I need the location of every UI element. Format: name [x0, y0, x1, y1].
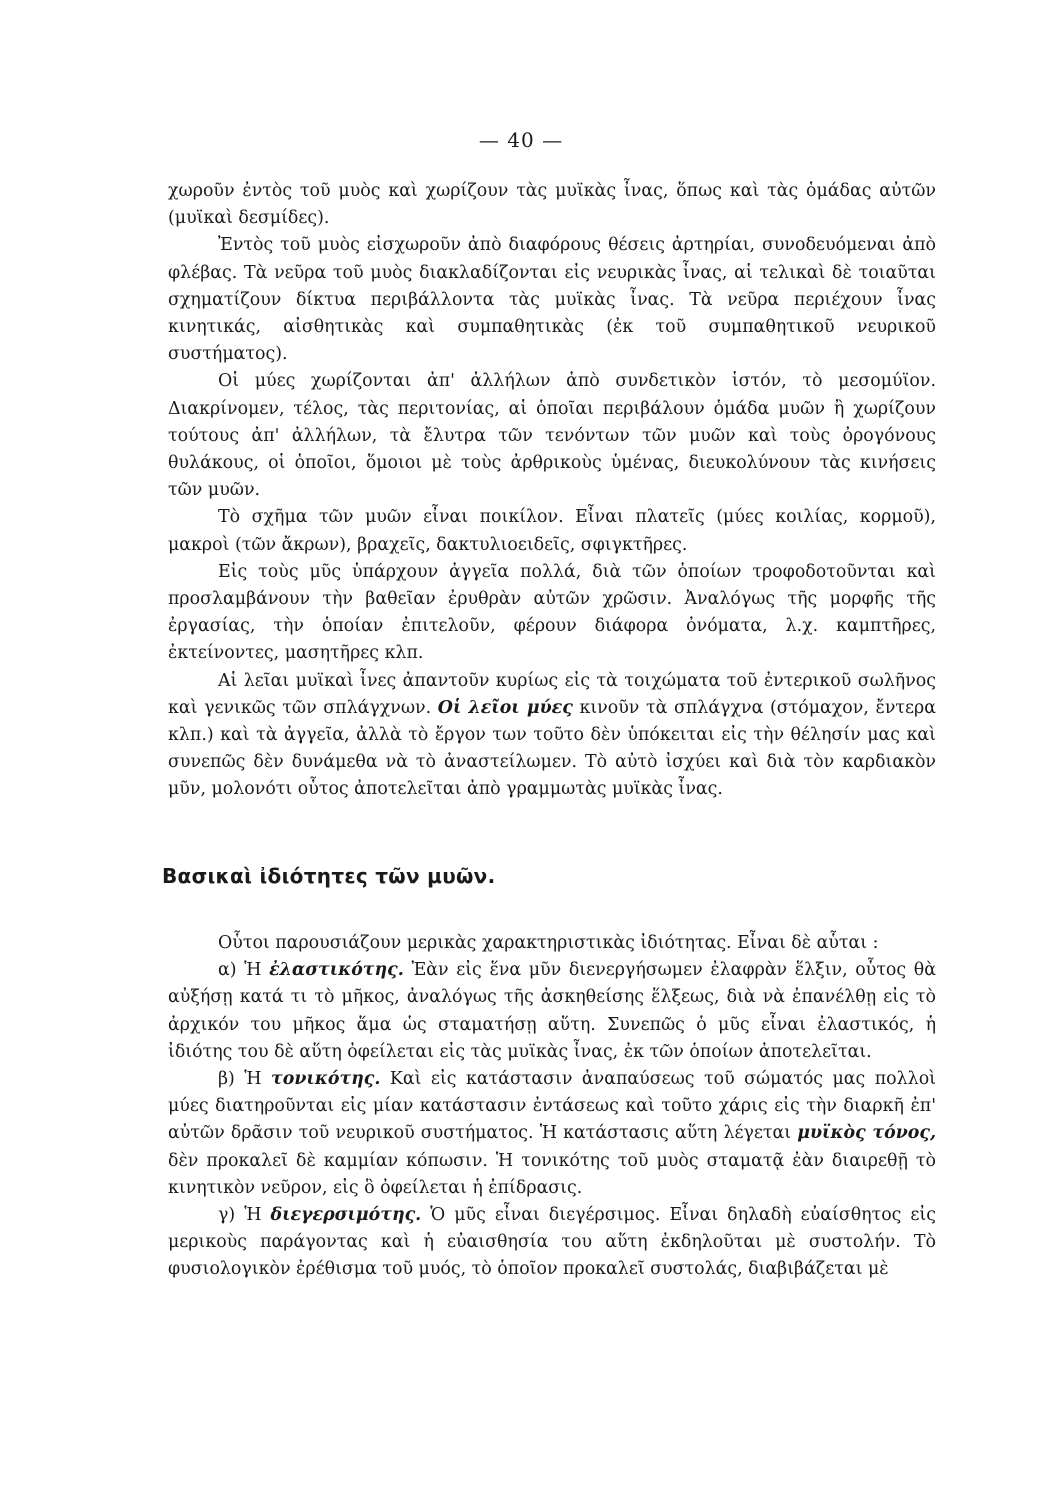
- item-c-prefix: γ) Ἡ: [218, 1205, 271, 1226]
- paragraph-blood-supply: Εἰς τοὺς μῦς ὑπάρχουν ἀγγεῖα πολλά, διὰ τῶν ὁποίων τροφοδοτοῦνται καὶ προσλαμβάνουν τὴν βαθεῖαν ἐρυθρὰν αὐτῶν χρῶσιν. Ἀναλόγως τῆς μορφῆς τῆς ἐργασίας, τὴν ὁποίαν ἐπιτελοῦν, φέρουν διάφορα ὀνόματα, λ.χ. καμπτῆρες, ἐκτείνοντες, μασητῆρες κλπ.: [168, 561, 936, 664]
- item-b-text1: Καὶ εἰς κατάστασιν ἀναπαύσεως τοῦ σώματός μας πολλοὶ μύες διατηροῦνται εἰς μίαν κατάστασιν ἐντάσεως καὶ τοῦτο χάρις εἰς τὴν διαρκῆ ἐπ' αὐτῶν δρᾶσιν τοῦ νευρικοῦ συστήματος. Ἡ κατάστασις αὕτη λέγεται: [168, 1069, 936, 1144]
- item-b-prefix: β) Ἡ: [218, 1069, 272, 1090]
- paragraph-vessels-nerves: Ἐντὸς τοῦ μυὸς εἰσχωροῦν ἀπὸ διαφόρους θέσεις ἀρτηρίαι, συνοδευόμεναι ἀπὸ φλέβας. Τὰ νεῦρα τοῦ μυὸς διακλαδίζονται εἰς νευρικὰς ἶνας, αἱ τελικαὶ δὲ τοιαῦται σχηματίζουν δίκτυα περιβάλλοντα τὰς μυϊκὰς ἶνας. Τὰ νεῦρα περιέχουν ἶνας κινητικάς, αἰσθητικὰς καὶ συμπαθητικὰς (ἐκ τοῦ συμπαθητικοῦ νευρικοῦ συστήματος).: [168, 235, 936, 365]
- body-text-bottom: [168, 930, 936, 1284]
- item-c-term: διεγερσιμότης.: [270, 1205, 422, 1226]
- paragraph-muscle-shape: Τὸ σχῆμα τῶν μυῶν εἶναι ποικίλον. Εἶναι πλατεῖς (μύες κοιλίας, κορμοῦ), μακροὶ (τῶν ἄκρων), βραχεῖς, δακτυλιοειδεῖς, σφιγκτῆρες.: [168, 507, 936, 555]
- item-b-text2: δὲν προκαλεῖ δὲ καμμίαν κόπωσιν. Ἡ τονικότης τοῦ μυὸς σταματᾷ ἐὰν διαιρεθῇ τὸ κινητικὸν νεῦρον, εἰς ὃ ὀφείλεται ἡ ἐπίδρασις.: [168, 1150, 936, 1198]
- property-elasticity: [168, 957, 936, 1066]
- body-text-top: [168, 178, 936, 804]
- paragraph-connective-tissue: Οἱ μύες χωρίζονται ἀπ' ἀλλήλων ἀπὸ συνδετικὸν ἱστόν, τὸ μεσομύϊον. Διακρίνομεν, τέλος, τὰς περιτονίας, αἱ ὁποῖαι περιβάλουν ὁμάδα μυῶν ἢ χωρίζουν τούτους ἀπ' ἀλλήλων, τὰ ἔλυτρα τῶν τενόντων τῶν μυῶν καὶ τοὺς ὀρογόνους θυλάκους, οἱ ὁποῖοι, ὅμοιοι μὲ τοὺς ἀρθρικοὺς ὑμένας, διευκολύνουν τὰς κινήσεις τῶν μυῶν.: [168, 371, 936, 501]
- paragraph-continuation: χωροῦν ἐντὸς τοῦ μυὸς καὶ χωρίζουν τὰς μυϊκὰς ἶνας, ὅπως καὶ τὰς ὁμάδας αὐτῶν (μυϊκαὶ δεσμίδες).: [168, 181, 936, 229]
- item-b-term2: μυϊκὸς τόνος,: [797, 1123, 936, 1144]
- smooth-bold-term: Οἱ λεῖοι μύες: [437, 697, 573, 718]
- item-a-text: Ἐὰν εἰς ἕνα μῦν διενεργήσωμεν ἐλαφρὰν ἕλξιν, οὗτος θὰ αὐξήσῃ κατά τι τὸ μῆκος, ἀναλόγως τῆς ἀσκηθείσης ἕλξεως, διὰ νὰ ἐπανέλθῃ εἰς τὸ ἀρχικόν του μῆκος ἅμα ὡς σταματήσῃ αὕτη. Συνεπῶς ὁ μῦς εἶναι ἐλαστικός, ἡ ἰδιότης του δὲ αὕτη ὀφείλεται εἰς τὰς μυϊκὰς ἶνας, ἐκ τῶν ὁποίων ἀποτελεῖται.: [168, 960, 937, 1062]
- smooth-text-a: Αἱ λεῖαι μυϊκαὶ ἶνες ἀπαντοῦν κυρίως εἰς τὰ τοιχώματα τοῦ ἐντερικοῦ σωλῆνος καὶ γενικῶς τῶν σπλάγχνων.: [168, 670, 936, 718]
- section-heading: Βασικαὶ ἰδιότητες τῶν μυῶν.: [162, 864, 496, 888]
- property-tonicity: [168, 1066, 936, 1202]
- item-c-text: Ὁ μῦς εἶναι διεγέρσιμος. Εἶναι δηλαδὴ εὐαίσθητος εἰς μερικοὺς παράγοντας καὶ ἡ εὐαισθησία του αὕτη ἐκδηλοῦται μὲ συστολήν. Τὸ φυσιολογικὸν ἐρέθισμα τοῦ μυός, τὸ ὁποῖον προκαλεῖ συστολάς, διαβιβάζεται μὲ: [168, 1205, 936, 1280]
- page-number: — 40 —: [478, 128, 564, 152]
- property-excitability: [168, 1202, 936, 1284]
- properties-intro: Οὗτοι παρουσιάζουν μερικὰς χαρακτηριστικὰς ἰδιότητας. Εἶναι δὲ αὗται :: [218, 933, 879, 953]
- item-a-prefix: α) Ἡ: [218, 960, 270, 981]
- smooth-text-b: κινοῦν τὰ σπλάγχνα (στόμαχον, ἔντερα κλπ.) καὶ τὰ ἀγγεῖα, ἀλλὰ τὸ ἔργον των τοῦτο δὲν ὑπόκειται εἰς τὴν θέλησίν μας καὶ συνεπῶς δὲν δυνάμεθα νὰ τὸ ἀναστείλωμεν. Τὸ αὐτὸ ἰσχύει καὶ διὰ τὸν καρδιακὸν μῦν, μολονότι οὗτος ἀποτελεῖται ἀπὸ γραμμωτὰς μυϊκὰς ἶνας.: [168, 697, 936, 800]
- item-a-term: ἐλαστικότης.: [269, 960, 404, 981]
- paragraph-smooth-muscle: [168, 668, 936, 804]
- item-b-term: τονικότης.: [271, 1069, 381, 1090]
